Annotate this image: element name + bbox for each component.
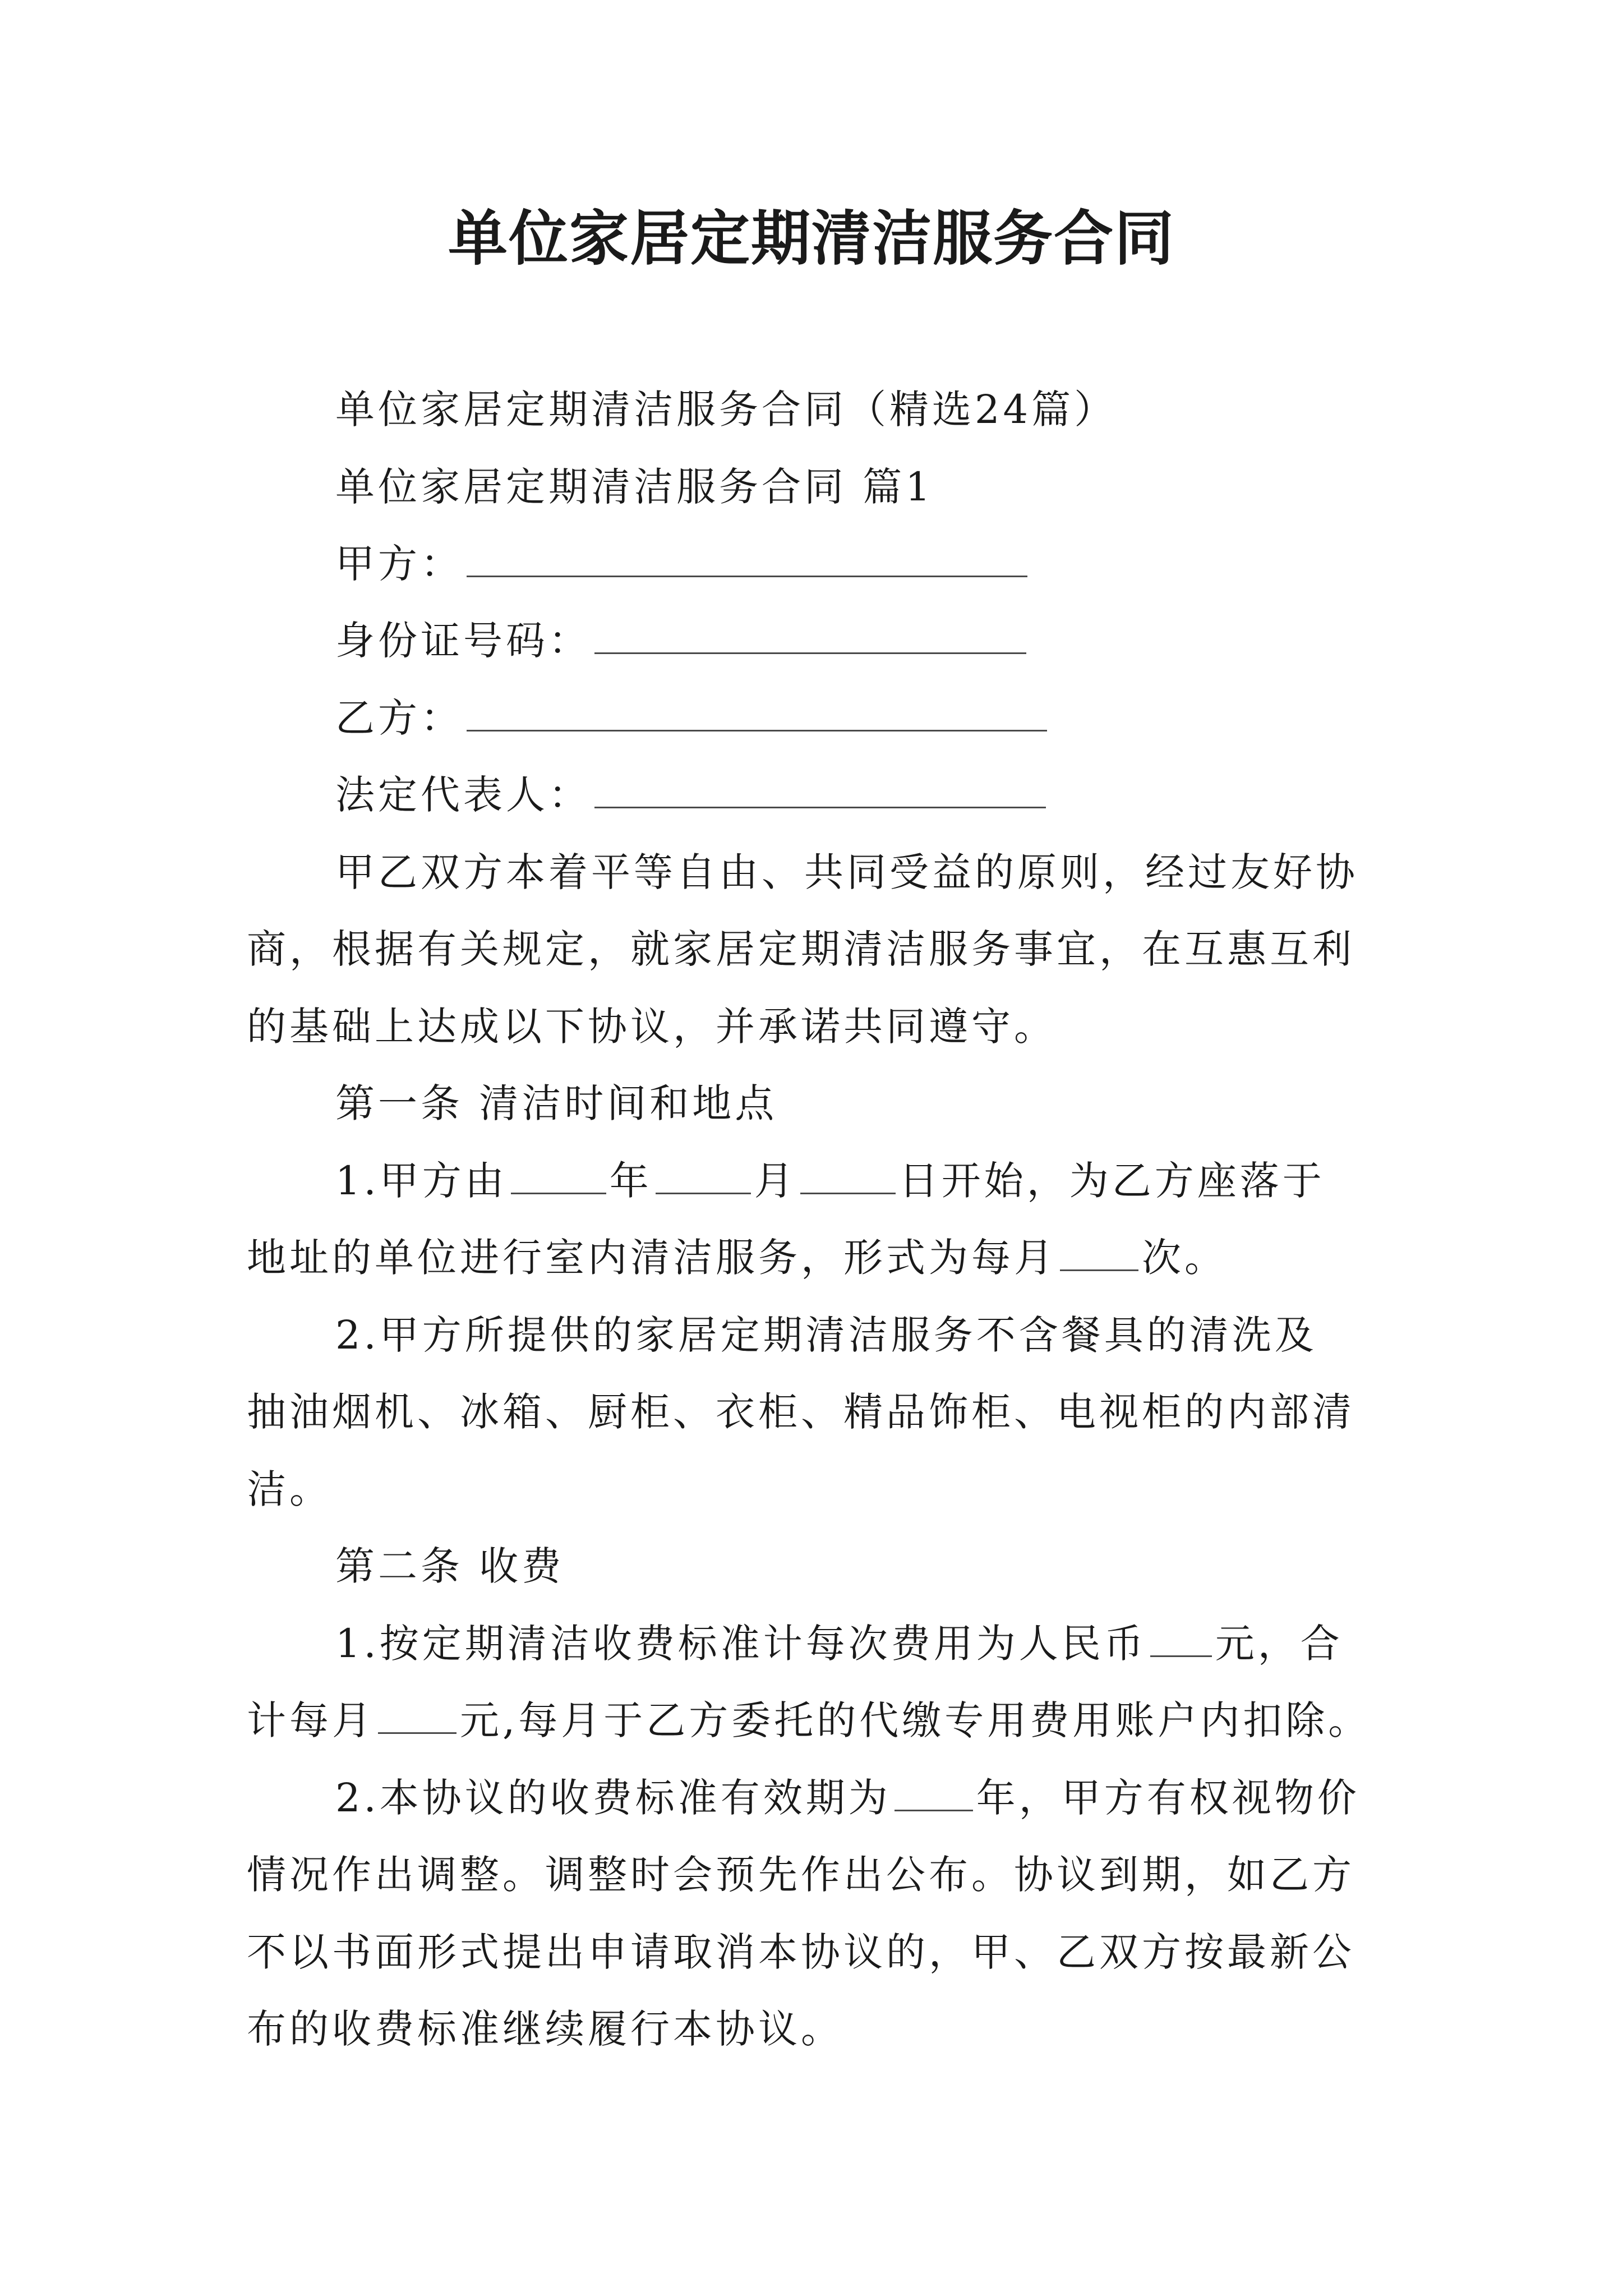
item-text: 1.甲方由: [335, 1158, 508, 1204]
section-heading: 单位家居定期清洁服务合同 篇1: [335, 464, 934, 510]
article2-item1-line1: [335, 1616, 1343, 1672]
article2-item2-line1: [335, 1770, 1360, 1826]
preamble-line: 商，根据有关规定，就家居定期清洁服务事宜，在互惠互利: [247, 926, 1355, 972]
item-text: 次。: [1142, 1235, 1227, 1281]
article1-item2-line: 抽油烟机、冰箱、厨柜、衣柜、精品饰柜、电视柜的内部清: [247, 1389, 1355, 1435]
article1-item2-line: 洁。: [247, 1466, 332, 1512]
fee-monthly-blank: [378, 1700, 457, 1734]
item-text: 1.按定期清洁收费标准计每次费用为人民币: [335, 1621, 1147, 1667]
article2-item1-line2: [247, 1692, 1371, 1749]
item-text: 年，甲方有权视物价: [976, 1775, 1360, 1821]
party-a-field: [335, 536, 1031, 592]
article2-item2-line: 布的收费标准继续履行本协议。: [247, 2006, 843, 2052]
article1-item1-line1: [335, 1153, 1325, 1209]
item-text: 元，合: [1215, 1621, 1343, 1667]
party-a-label: 甲方：: [335, 541, 463, 587]
id-number-blank: [594, 620, 1026, 654]
party-b-blank: [467, 697, 1047, 731]
party-a-blank: [467, 543, 1027, 577]
preamble-line: 甲乙双方本着平等自由、共同受益的原则，经过友好协: [335, 849, 1358, 895]
validity-years-blank: [895, 1777, 973, 1811]
item-text: 计每月: [247, 1697, 375, 1743]
article1-heading: 第一条 清洁时间和地点: [335, 1080, 778, 1126]
item-text: 地址的单位进行室内清洁服务，形式为每月: [247, 1235, 1057, 1281]
day-blank: [800, 1160, 896, 1194]
document-title: 单位家居定期清洁服务合同: [448, 203, 1175, 273]
document-subtitle: 单位家居定期清洁服务合同（精选24篇）: [335, 386, 1117, 432]
item-text: 日开始，为乙方座落于: [898, 1158, 1325, 1204]
item-text: 月: [754, 1158, 797, 1204]
article1-item1-line2: [247, 1230, 1227, 1286]
party-b-field: [335, 690, 1050, 746]
article1-item2-line: 2.甲方所提供的家居定期清洁服务不含餐具的清洗及: [335, 1312, 1317, 1358]
legal-rep-field: [335, 767, 1049, 823]
year-blank: [511, 1160, 606, 1194]
party-b-label: 乙方：: [335, 695, 463, 741]
article2-item2-line: 不以书面形式提出申请取消本协议的，甲、乙双方按最新公: [247, 1929, 1355, 1975]
fee-per-visit-blank: [1150, 1623, 1212, 1657]
id-number-label: 身份证号码：: [335, 618, 591, 664]
month-blank: [656, 1160, 751, 1194]
item-text: 2.本协议的收费标准有效期为: [335, 1775, 891, 1821]
item-text: 元,每月于乙方委托的代缴专用费用账户内扣除。: [460, 1697, 1371, 1743]
article2-heading: 第二条 收费: [335, 1543, 565, 1589]
item-text: 年: [609, 1158, 652, 1204]
id-number-field: [335, 613, 1030, 669]
times-blank: [1060, 1237, 1138, 1271]
article2-item2-line: 情况作出调整。调整时会预先作出公布。协议到期，如乙方: [247, 1852, 1355, 1898]
legal-rep-label: 法定代表人：: [335, 772, 591, 818]
legal-rep-blank: [594, 774, 1046, 808]
preamble-line: 的基础上达成以下协议，并承诺共同遵守。: [247, 1004, 1057, 1050]
